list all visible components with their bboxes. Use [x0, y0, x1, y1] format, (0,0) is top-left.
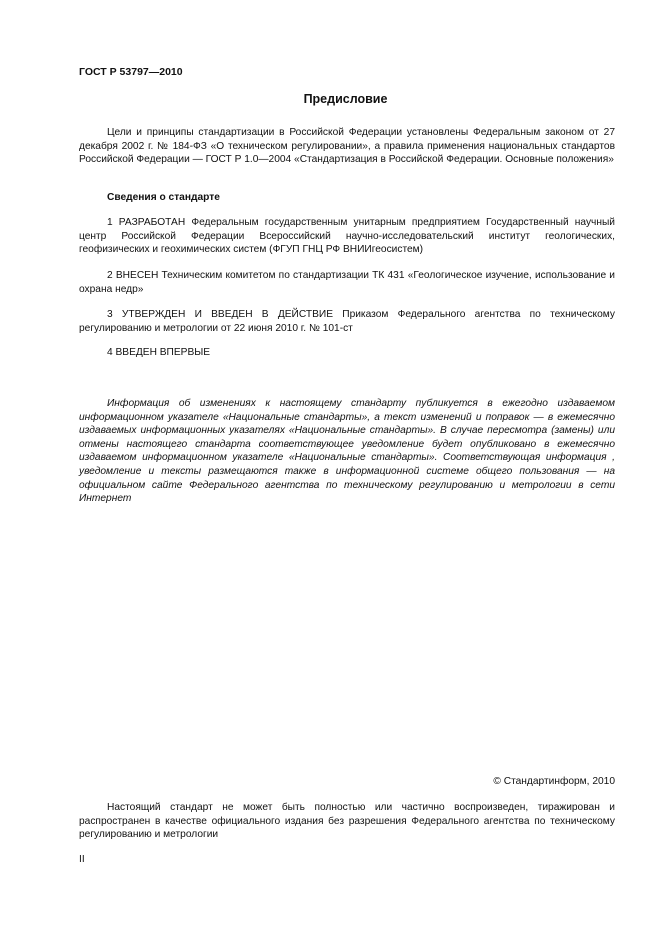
document-code: ГОСТ Р 53797—2010 [79, 66, 183, 78]
item-text: 1 РАЗРАБОТАН Федеральным государственным унитарным предприятием Государственный научный центр Российской Федерации Всероссийский научно-исследовательский институт геологических, геофизических и геохимических систем (ФГУП ГНЦ РФ ВНИИгеосистем) [79, 217, 615, 256]
standard-item-1 [79, 216, 615, 257]
info-notice [79, 397, 615, 506]
item-text: 3 УТВЕРЖДЕН И ВВЕДЕН В ДЕЙСТВИЕ Приказом Федерального агентства по техническому регулированию и метрологии от 22 июня 2010 г. № 101-ст [79, 309, 615, 334]
copyright-line: © Стандартинформ, 2010 [493, 776, 615, 787]
item-text: 4 ВВЕДЕН ВПЕРВЫЕ [107, 347, 211, 358]
page-title [0, 93, 661, 107]
standard-item-2 [79, 269, 615, 296]
section-subheading: Сведения о стандарте [107, 192, 220, 203]
intro-paragraph [79, 126, 615, 167]
footer-notice-text: Настоящий стандарт не может быть полностью или частично воспроизведен, тиражирован и распространен в качестве официального издания без разрешения Федерального агентства по техническому регулированию и метрологии [79, 802, 615, 841]
standard-item-4 [79, 346, 615, 360]
item-text: 2 ВНЕСЕН Техническим комитетом по стандартизации ТК 431 «Геологическое изучение, использование и охрана недр» [79, 270, 615, 295]
page-title-text: Предисловие [303, 92, 388, 106]
footer-notice [79, 801, 615, 842]
info-notice-text: Информация об изменениях к настоящему стандарту публикуется в ежегодно издаваемом информационном указателе «Национальные стандарты», а текст изменений и поправок — в ежемесячно издаваемых информационных указателях «Национальные стандарты». В случае пересмотра (замены) или отмены настоящего стандарта соответствующее уведомление будет опубликовано в ежемесячно издаваемом информационном указателе «Национальные стандарты». Соответствующая информация , уведомление и тексты размещаются также в информационной системе общего пользования — на официальном сайте Федерального агентства по техническому регулированию и метрологии в сети Интернет [79, 398, 615, 505]
page-number: II [79, 854, 85, 865]
standard-item-3 [79, 308, 615, 335]
intro-text: Цели и принципы стандартизации в Российской Федерации установлены Федеральным законом от 27 декабря 2002 г. № 184-ФЗ «О техническом регулировании», а правила применения национальных стандартов Российской Федерации — ГОСТ Р 1.0—2004 «Стандартизация в Российской Федерации. Основные положения» [79, 127, 615, 166]
